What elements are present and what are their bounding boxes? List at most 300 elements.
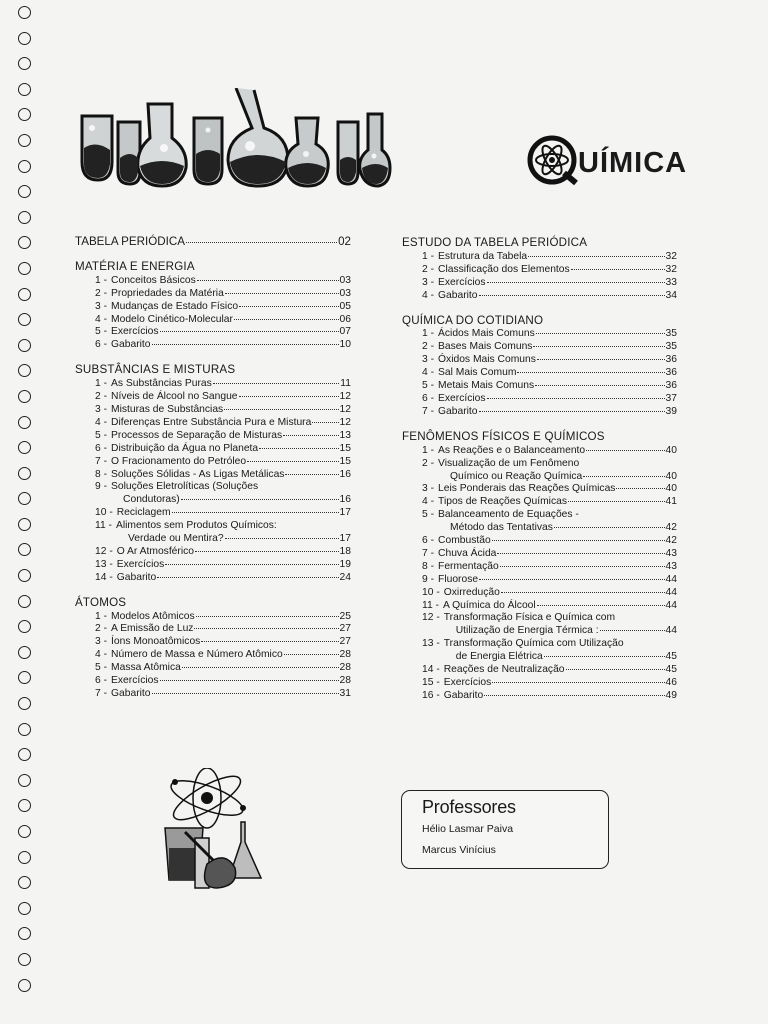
dot-leader [497,553,664,554]
toc-heading: SUBSTÂNCIAS E MISTURAS [75,363,236,377]
item-label: Massa Atômica [111,662,181,674]
item-number: 10 - [95,507,113,519]
item-number: 2 - [95,287,108,299]
item-text [444,638,677,664]
page-number: 28 [339,649,351,661]
page-number: 41 [665,496,677,508]
toc-heading: TABELA PERIÓDICA [75,235,185,248]
dot-leader [544,656,665,657]
toc-item [402,496,677,509]
item-label: Exercícios [438,276,486,288]
item-line-2 [444,651,677,664]
dot-leader [182,667,339,668]
page-number: 24 [339,571,351,583]
item-label: Gabarito [111,688,151,699]
toc-item [75,314,351,327]
item-number: 2 - [422,263,435,275]
toc-item [75,623,351,636]
dot-leader [528,256,664,257]
page-number: 27 [339,623,351,635]
dot-leader [213,383,340,384]
item-label: As Reações e o Balanceamento [438,444,586,456]
item-label: Exercícios [111,326,159,338]
item-number: 7 - [95,688,108,699]
page-number: 36 [665,367,677,379]
item-number: 13 - [422,638,440,650]
binding-hole [18,799,31,812]
binding-hole [18,441,31,454]
page-number: 28 [339,662,351,674]
item-label: Conceitos Básicos [111,274,196,286]
page-number: 12 [339,403,351,415]
dot-leader [479,411,665,412]
toc-item [402,638,677,664]
toc-item [75,481,351,507]
page-number: 35 [665,328,677,340]
dot-leader [197,280,339,281]
binding-hole [18,211,31,224]
item-number: 8 - [422,560,435,572]
toc-item [75,559,351,572]
dot-leader [239,306,338,307]
binding-hole [18,416,31,429]
item-label-continued: Condutoras) [123,494,180,506]
toc-item [75,288,351,301]
item-label: Sal Mais Comum [438,367,517,379]
item-number: 5 - [95,662,108,674]
item-line-2 [111,494,351,507]
toc-left-column [75,236,351,713]
item-number: 3 - [422,276,435,288]
page-number: 32 [665,250,677,262]
page-number: 13 [339,429,351,441]
dot-leader [492,682,664,683]
binding-hole [18,288,31,301]
dot-leader [616,488,664,489]
item-label: Soluções Eletrolíticas (Soluções [111,481,259,493]
dot-leader [600,630,665,631]
binding-hole [18,262,31,275]
item-label: Visualização de um Fenômeno [438,457,580,469]
page-number: 40 [665,444,677,456]
toc-heading: ESTUDO DA TABELA PERIÓDICA [402,236,588,249]
dot-leader [201,641,338,642]
toc-item [75,417,351,430]
dot-leader [536,333,665,334]
item-label: Chuva Ácida [438,547,497,559]
dot-leader [583,476,664,477]
item-label: Distribuição da Água no Planeta [111,442,259,454]
page-number: 16 [339,494,351,506]
page-number: 37 [665,392,677,404]
page-number: 02 [338,235,351,248]
flasks-illustration-icon [76,88,392,188]
binding-hole [18,57,31,70]
binding-hole [18,569,31,582]
page-number: 03 [339,274,351,286]
item-number: 7 - [422,547,435,559]
toc-item [75,275,351,288]
page-number: 44 [665,586,677,598]
item-label: Gabarito [111,339,151,351]
toc-item [75,378,351,391]
item-number: 5 - [95,429,108,441]
item-number: 15 - [422,677,440,688]
item-line-2 [438,471,677,484]
item-number: 5 - [422,380,435,392]
page-number: 11 [340,378,351,390]
item-label: Alimentos sem Produtos Químicos: [115,520,277,532]
lab-equipment-icon [155,768,275,892]
binding-hole [18,876,31,889]
item-label: Exercícios [116,558,165,570]
binding-hole [18,6,31,19]
item-label: Reciclagem [116,507,171,519]
dot-leader [284,654,339,655]
page-number: 17 [339,507,351,519]
item-number: 14 - [95,571,113,583]
item-label: A Emissão de Luz [111,623,194,635]
item-number: 10 - [422,586,440,598]
toc-item [402,264,677,277]
item-number: 4 - [422,496,435,508]
item-label: O Fracionamento do Petróleo [111,455,247,467]
item-number: 1 - [422,328,435,340]
item-text [438,458,677,484]
toc-item [402,367,677,380]
toc-item [75,443,351,456]
dot-leader [484,695,664,696]
item-number: 5 - [422,509,435,521]
binding-hole [18,32,31,45]
page-number: 44 [665,625,677,637]
professor-name: Hélio Lasmar Paiva [422,823,514,835]
dot-leader [157,577,338,578]
toc-heading: QUÍMICA DO COTIDIANO [402,313,544,327]
dot-leader [568,501,665,502]
item-number: 3 - [95,300,108,312]
toc-item [402,561,677,574]
item-number: 2 - [422,457,435,469]
binding-hole [18,671,31,684]
item-number: 2 - [95,623,108,635]
page-number: 45 [665,664,677,676]
item-number: 5 - [95,326,108,338]
page-number: 32 [665,263,677,275]
page-number: 34 [665,289,677,301]
item-number: 12 - [422,612,440,624]
toc-item [75,546,351,559]
toc-section [75,261,351,352]
toc-item [402,535,677,548]
item-number: 6 - [95,442,108,454]
binding-hole [18,595,31,608]
toc-item [75,339,351,352]
toc-heading-entry [75,236,351,249]
item-label: Misturas de Substâncias [111,403,224,415]
toc-item [402,587,677,600]
item-number: 1 - [422,444,435,456]
toc-item [402,341,677,354]
binding-hole [18,620,31,633]
item-text [111,481,351,507]
item-number: 3 - [95,636,108,648]
item-label-continued: Método das Tentativas [450,522,553,534]
toc-section [402,431,677,703]
binding-hole [18,697,31,710]
toc-item [75,572,351,585]
dot-leader [554,527,665,528]
toc-item [402,600,677,613]
page-number: 07 [339,326,351,338]
professor-name: Marcus Vinícius [422,844,496,856]
item-label: Exercícios [111,675,159,687]
dot-leader [181,499,339,500]
item-number: 9 - [422,573,435,585]
dot-leader [517,372,664,373]
dot-leader [487,398,665,399]
dot-leader [234,319,339,320]
binding-hole [18,83,31,96]
toc-item [402,290,677,303]
toc-right-column [402,237,677,715]
toc-heading: ÁTOMOS [75,595,127,609]
dot-leader [537,359,665,360]
item-label: Modelo Cinético-Molecular [111,313,233,325]
professors-box [401,790,609,869]
page-number: 03 [339,287,351,299]
toc-item [402,277,677,290]
toc-section [402,315,677,419]
item-label: Níveis de Álcool no Sangue [111,391,238,403]
page-number: 31 [339,688,351,699]
item-number: 14 - [422,664,440,676]
dot-leader [586,450,664,451]
toc-item [75,456,351,469]
item-label: Mudanças de Estado Físico [111,300,239,312]
toc-item [402,690,677,703]
binding-hole [18,723,31,736]
dot-leader [152,344,339,345]
dot-leader [195,551,339,552]
dot-leader [533,346,664,347]
binding-hole [18,927,31,940]
dot-leader [571,269,665,270]
item-label: Processos de Separação de Misturas [111,429,283,441]
toc-item [402,612,677,638]
binding-hole [18,902,31,915]
dot-leader [225,538,339,539]
item-number: 11 - [95,520,112,532]
page-title: UÍMICA [578,146,688,179]
item-number: 12 - [95,545,113,557]
item-number: 2 - [95,391,108,403]
page-number: 43 [665,547,677,559]
dot-leader [500,566,665,567]
page-number: 06 [339,313,351,325]
page-number: 43 [665,560,677,572]
title [526,133,687,187]
item-number: 2 - [422,341,435,353]
item-number: 7 - [95,455,108,467]
dot-leader [259,448,338,449]
binding-hole [18,339,31,352]
toc-item [402,380,677,393]
item-number: 4 - [95,649,108,661]
item-label: Estrutura da Tabela [438,250,528,262]
page-number: 42 [665,535,677,547]
page-number: 05 [339,300,351,312]
toc-item [402,328,677,341]
page-number: 18 [339,545,351,557]
dot-leader [194,628,338,629]
item-label: Oxirredução [443,586,500,598]
dot-leader [535,385,664,386]
item-number: 16 - [422,689,440,701]
item-number: 3 - [95,403,108,415]
item-number: 4 - [95,416,108,428]
binding-hole [18,748,31,761]
item-label: Combustão [438,535,491,547]
item-label: Gabarito [116,571,157,583]
dot-leader [239,396,339,397]
item-number: 1 - [95,378,108,390]
item-label: Diferenças Entre Substância Pura e Mistura [111,416,312,428]
toc-item [402,574,677,587]
dot-leader [196,616,339,617]
toc-item [75,507,351,520]
dot-leader [487,282,665,283]
binding-hole [18,364,31,377]
binding-hole [18,467,31,480]
page-number: 15 [339,442,351,454]
binding-hole [18,160,31,173]
item-number: 6 - [422,535,435,547]
item-label: Gabarito [438,405,478,417]
item-label: Classificação dos Elementos [438,263,570,275]
item-line-2 [444,625,677,638]
item-line-2 [438,522,677,535]
binding-hole [18,185,31,198]
page-number: 44 [665,573,677,585]
toc-heading: MATÉRIA E ENERGIA [75,259,195,273]
dot-leader [224,409,338,410]
binding-hole [18,518,31,531]
page-number: 28 [339,675,351,687]
item-label: Óxidos Mais Comuns [438,354,536,366]
toc-item [75,469,351,482]
item-label-continued: de Energia Elétrica [455,651,543,663]
toc-item [75,636,351,649]
item-label: Exercícios [443,677,492,688]
item-number: 4 - [422,289,435,301]
binding-hole [18,313,31,326]
item-number: 4 - [422,367,435,379]
dot-leader [186,242,337,243]
binding-hole [18,953,31,966]
item-label: As Substâncias Puras [111,378,212,390]
toc-item [75,301,351,314]
atom-icon [526,133,580,187]
binding-hole [18,543,31,556]
toc-item [402,251,677,264]
dot-leader [479,579,664,580]
item-number: 1 - [95,274,108,286]
dot-leader [537,605,665,606]
dot-leader [247,461,338,462]
dot-leader [566,669,665,670]
dot-leader [152,693,339,694]
page-number: 10 [339,339,351,351]
page-number: 33 [665,276,677,288]
dot-leader [165,564,338,565]
binding-hole [18,236,31,249]
item-label-continued: Verdade ou Mentira? [127,533,224,545]
item-number: 3 - [422,483,435,495]
item-number: 6 - [95,339,108,351]
binding-hole [18,646,31,659]
dot-leader [312,422,338,423]
toc-item [402,406,677,419]
item-label: Gabarito [443,689,484,701]
item-label: A Química do Álcool [442,599,536,611]
item-label-continued: Químico ou Reação Química [450,470,583,482]
item-number: 1 - [422,250,435,262]
toc-item [75,430,351,443]
page-number: 39 [665,405,677,417]
page-number: 19 [339,558,351,570]
item-number: 6 - [95,675,108,687]
item-label: Propriedades da Matéria [111,287,224,299]
toc-item [402,483,677,496]
item-label: Ácidos Mais Comuns [438,328,535,340]
item-number: 6 - [422,392,435,404]
item-number: 3 - [422,354,435,366]
item-label: Bases Mais Comuns [438,341,533,353]
toc-item [75,675,351,688]
toc-heading: FENÔMENOS FÍSICOS E QUÍMICOS [402,429,605,443]
page-number: 25 [339,610,351,622]
toc-item [75,649,351,662]
toc-item [402,354,677,367]
page-number: 12 [339,391,351,403]
page-number: 45 [665,651,677,663]
item-number: 7 - [422,405,435,417]
item-number: 4 - [95,313,108,325]
dot-leader [225,293,339,294]
toc-item [402,677,677,690]
dot-leader [172,512,339,513]
toc-section [75,597,351,701]
binding-hole [18,134,31,147]
binding-hole [18,492,31,505]
item-label-continued: Utilização de Energia Térmica : [455,625,599,637]
toc-item [402,393,677,406]
item-number: 9 - [95,481,108,493]
page-number: 36 [665,380,677,392]
item-number: 1 - [95,610,108,622]
item-text [438,509,677,535]
toc-item [75,391,351,404]
professors-title: Professores [422,797,516,817]
item-label: Número de Massa e Número Atômico [111,649,283,661]
item-label: Soluções Sólidas - As Ligas Metálicas [111,468,285,480]
item-label: Fluorose [438,573,479,585]
item-label: Modelos Atômicos [111,610,195,622]
item-label: Reações de Neutralização [443,664,565,676]
toc-item [402,509,677,535]
item-text [116,520,351,546]
